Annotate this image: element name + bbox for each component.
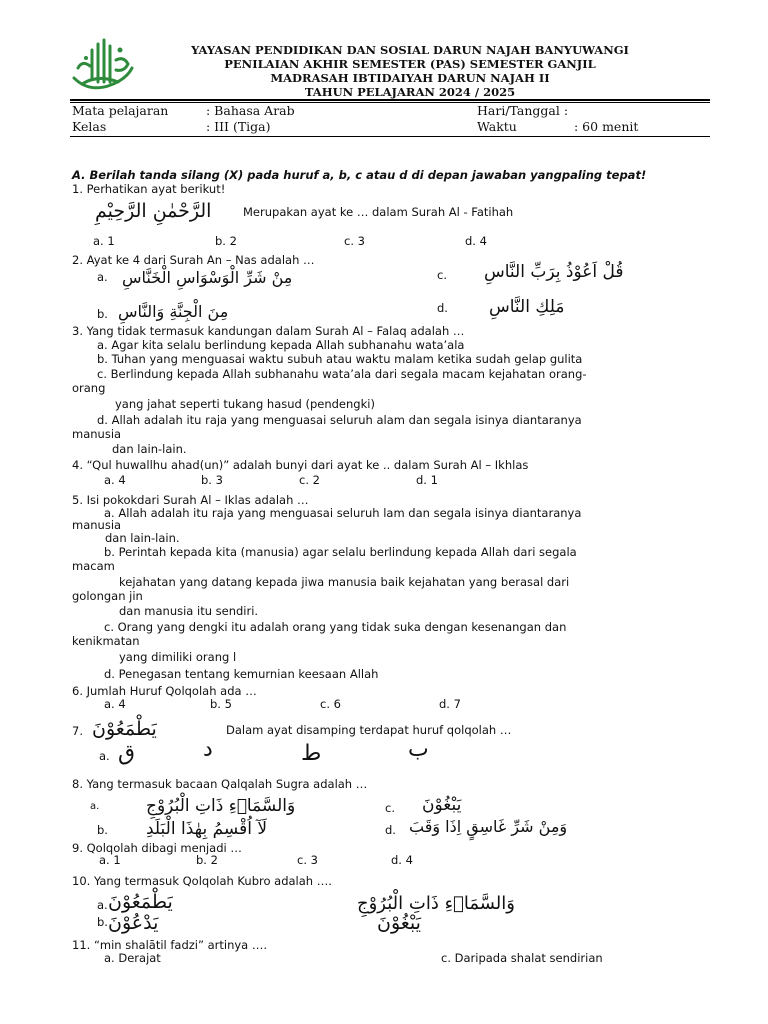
q7-option-3: ط <box>301 741 322 766</box>
q6-option-c: c. 6 <box>320 697 341 711</box>
q10-b-label: b. <box>97 915 108 929</box>
q3-option-c3: yang jahat seperti tukang hasud (pendengki) <box>115 397 375 411</box>
q1-option-c: c. 3 <box>344 234 365 248</box>
q8-text: 8. Yang termasuk bacaan Qalqalah Sugra adalah … <box>72 777 368 791</box>
q2-a-arabic: مِنْ شَرِّ الْوَسْوَاسِ الْخَنَّاسِ <box>122 268 293 287</box>
q2-a-label: a. <box>97 270 108 284</box>
q9-option-b: b. 2 <box>196 853 218 867</box>
q1-arabic: الرَّحْمٰنِ الرَّحِيْمِ <box>95 200 212 222</box>
q3-option-a: a. Agar kita selalu berlindung kepada Allah subhanahu wata’ala <box>97 338 465 352</box>
q5-option-c3: yang dimiliki orang l <box>119 650 237 664</box>
q2-c-label: c. <box>437 268 447 282</box>
q4-option-c: c. 2 <box>299 473 320 487</box>
q3-text: 3. Yang tidak termasuk kandungan dalam Surah Al – Falaq adalah … <box>72 324 465 338</box>
q5-option-b2: macam <box>72 559 115 573</box>
q5-option-b1: b. Perintah kepada kita (manusia) agar selalu berlindung kepada Allah dari segala <box>104 545 577 559</box>
q3-option-d2: manusia <box>72 427 122 441</box>
mapel-value: : Bahasa Arab <box>206 103 295 118</box>
q5-option-a1: a. Allah adalah itu raja yang menguasai seluruh lam dan segala isinya diantaranya <box>104 506 582 520</box>
header-line-4: TAHUN PELAJARAN 2024 / 2025 <box>304 85 516 99</box>
q3-option-b: b. Tuhan yang menguasai waktu subuh atau waktu malam ketika sudah gelap gulita <box>97 352 583 366</box>
kelas-value: : III (Tiga) <box>206 119 271 134</box>
q8-b-arabic: لَآ اُقْسِمُ بِهٰذَا الْبَلَدِ <box>146 819 268 839</box>
q8-c-label: c. <box>385 801 395 815</box>
hari-label: Hari/Tanggal : <box>477 103 569 118</box>
kelas-label: Kelas <box>72 119 107 134</box>
q2-d-arabic: مَلِكِ النَّاسِ <box>489 297 565 317</box>
q1-option-d: d. 4 <box>465 234 487 248</box>
q5-option-b3: kejahatan yang datang kepada jiwa manusia baik kejahatan yang berasal dari <box>119 575 570 589</box>
q3-option-d3: dan lain-lain. <box>112 442 187 456</box>
q11-text: 11. “min shalātil fadzi” artinya …. <box>72 938 268 952</box>
q5-option-d: d. Penegasan tentang kemurnian keesaan Allah <box>104 667 379 681</box>
q7-option-4: ب <box>408 737 429 762</box>
q5-option-a3: dan lain-lain. <box>105 531 180 545</box>
q2-d-label: d. <box>437 301 448 315</box>
q2-b-arabic: مِنَ الْجِنَّةِ وَالنَّاسِ <box>118 302 229 321</box>
header-line-2: PENILAIAN AKHIR SEMESTER (PAS) SEMESTER GANJIL <box>224 57 596 71</box>
q5-option-b4: golongan jin <box>72 589 143 603</box>
q6-option-a: a. 4 <box>104 697 126 711</box>
q10-d-arabic: يَبْغُوْنَ <box>377 912 421 934</box>
waktu-value: : 60 menit <box>574 119 639 134</box>
q9-text: 9. Qolqolah dibagi menjadi … <box>72 841 242 855</box>
q7-option-2: د <box>203 737 213 762</box>
q6-text: 6. Jumlah Huruf Qolqolah ada … <box>72 684 257 698</box>
q6-option-b: b. 5 <box>210 697 232 711</box>
meta-divider <box>70 136 710 137</box>
q9-option-c: c. 3 <box>297 853 318 867</box>
q11-option-a: a. Derajat <box>104 951 161 965</box>
q10-a-label: a. <box>97 898 108 912</box>
mapel-label: Mata pelajaran <box>72 103 169 118</box>
q8-d-label: d. <box>385 823 396 837</box>
q3-option-c2: orang <box>72 381 106 395</box>
q1-option-b: b. 2 <box>215 234 237 248</box>
q4-option-b: b. 3 <box>201 473 223 487</box>
instruction: A. Berilah tanda silang (X) pada huruf a, b, c atau d di depan jawaban yangpaling tepat! <box>72 168 647 182</box>
q4-option-d: d. 1 <box>416 473 438 487</box>
q7-arabic: يَطْمَعُوْنَ <box>92 718 157 740</box>
q3-option-d1: d. Allah adalah itu raja yang menguasai seluruh alam dan segala isinya diantaranya <box>97 413 582 427</box>
q7-a-label: a. <box>99 749 110 763</box>
q2-text: 2. Ayat ke 4 dari Surah An – Nas adalah … <box>72 253 315 267</box>
q8-b-label: b. <box>97 823 108 837</box>
q4-text: 4. “Qul huwallhu ahad(un)” adalah bunyi dari ayat ke .. dalam Surah Al – Ikhlas <box>72 458 529 472</box>
q5-text: 5. Isi pokokdari Surah Al – Iklas adalah … <box>72 493 309 507</box>
q8-c-arabic: يَبْغُوْنَ <box>422 795 462 815</box>
q10-text: 10. Yang termasuk Qolqolah Kubro adalah …. <box>72 874 332 888</box>
q6-option-d: d. 7 <box>439 697 461 711</box>
q1-option-a: a. 1 <box>93 234 115 248</box>
q5-option-b5: dan manusia itu sendiri. <box>119 604 259 618</box>
q3-option-c1: c. Berlindung kepada Allah subhanahu wata’ala dari segala macam kejahatan orang- <box>97 367 587 381</box>
q9-option-d: d. 4 <box>391 853 413 867</box>
q7-option-1: ق <box>118 741 136 766</box>
q1-after: Merupakan ayat ke … dalam Surah Al - Fatihah <box>243 205 514 219</box>
q10-b-arabic: يَدْعُوْنَ <box>108 912 159 934</box>
q5-option-c2: kenikmatan <box>72 634 140 648</box>
q11-option-c: c. Daripada shalat sendirian <box>441 951 603 965</box>
q8-a-label: a. <box>90 801 100 812</box>
q9-option-a: a. 1 <box>99 853 121 867</box>
waktu-label: Waktu <box>477 119 517 134</box>
header-line-1: YAYASAN PENDIDIKAN DAN SOSIAL DARUN NAJAH BANYUWANGI <box>191 43 629 57</box>
q1-text: 1. Perhatikan ayat berikut! <box>72 182 226 196</box>
q8-d-arabic: وَمِنْ شَرِّ غَاسِقٍ اِذَا وَقَبَ <box>409 817 568 836</box>
q4-option-a: a. 4 <box>104 473 126 487</box>
q5-option-a2: manusia <box>72 518 122 532</box>
q2-b-label: b. <box>97 307 108 321</box>
q10-a-arabic: يَطْمَعُوْنَ <box>108 891 173 913</box>
header-divider <box>70 99 710 101</box>
q2-c-arabic: قُلْ اَعُوْذُ بِرَبِّ النَّاسِ <box>484 262 624 282</box>
header-line-3: MADRASAH IBTIDAIYAH DARUN NAJAH II <box>270 71 550 85</box>
q10-c-arabic: وَالسَّمَاۤءِ ذَاتِ الْبُرُوْجِ <box>357 893 515 914</box>
q8-a-arabic: وَالسَّمَاۤءِ ذَاتِ الْبُرُوْجِ <box>146 796 296 816</box>
q7-after: Dalam ayat disamping terdapat huruf qolqolah … <box>226 723 512 737</box>
q7-number: 7. <box>72 724 83 738</box>
q5-option-c1: c. Orang yang dengki itu adalah orang yang tidak suka dengan kesenangan dan <box>104 620 567 634</box>
